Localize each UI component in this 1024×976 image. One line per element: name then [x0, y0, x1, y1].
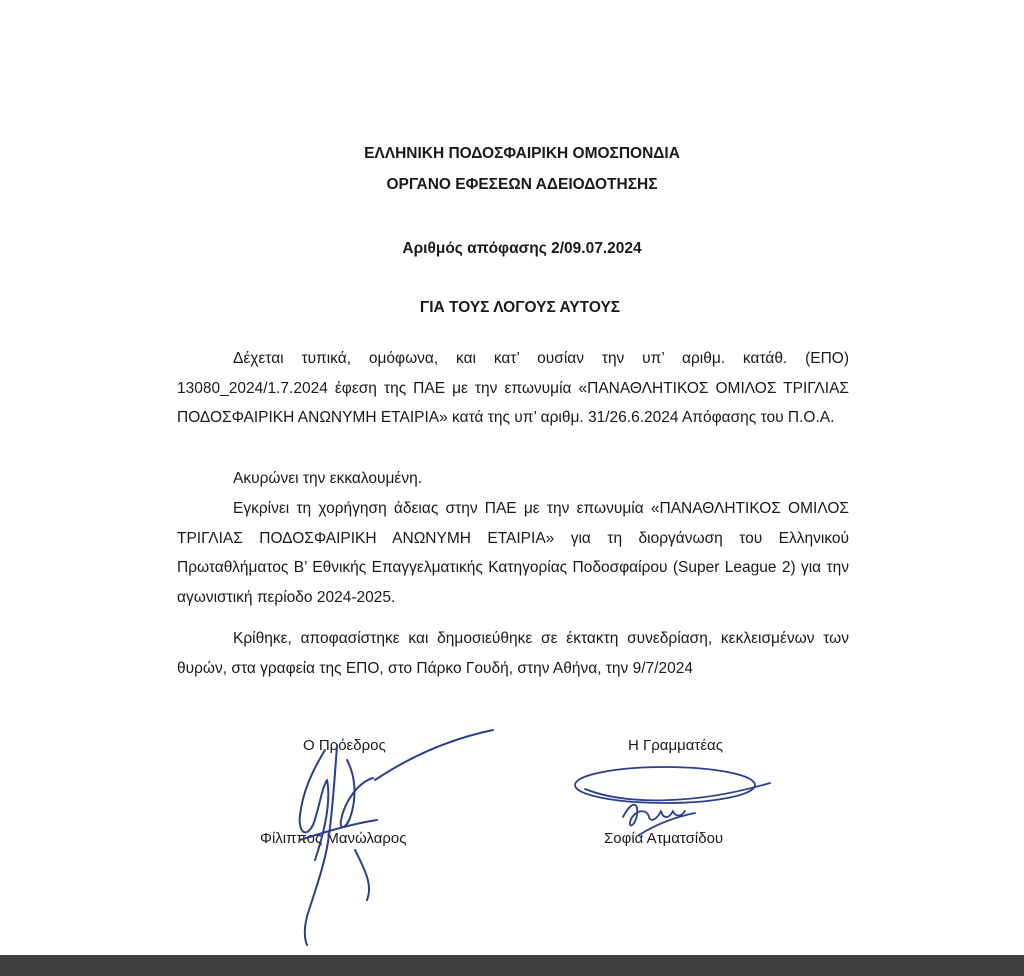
decision-number: Αριθμός απόφασης 2/09.07.2024 — [402, 240, 642, 257]
chair-name: Φίλιππος Μανώλαρος — [260, 830, 407, 847]
secretary-name: Σοφία Ατματσίδου — [604, 830, 724, 847]
screen-bottom-bar — [0, 955, 1024, 976]
organization-name: ΕΛΛΗΝΙΚΗ ΠΟΔΟΣΦΑΙΡΙΚΗ ΟΜΟΣΠΟΝΔΙΑ — [364, 145, 680, 162]
paragraph-appeal-accepted: Δέχεται τυπικά, ομόφωνα, και κατ’ ουσίαν την υπ’ αριθμ. κατάθ. (ΕΠΟ) 13080_2024/1.7.2024 έφεση της ΠΑΕ με την επωνυμία «ΠΑΝΑΘΛΗΤΙΚΟΣ ΟΜΙΛΟΣ ΤΡΙΓΛΙΑΣ ΠΟΔΟΣΦΑΙΡΙΚΗ ΑΝΩΝΥΜΗ ΕΤΑΙΡΙΑ» κατά της υπ’ αριθμ. 31/26.6.2024 Απόφασης του Π.Ο.Α. — [177, 350, 849, 426]
paragraph-license-granted: Εγκρίνει τη χορήγηση άδειας στην ΠΑΕ με την επωνυμία «ΠΑΝΑΘΛΗΤΙΚΟΣ ΟΜΙΛΟΣ ΤΡΙΓΛΙΑΣ ΠΟΔΟΣΦΑΙΡΙΚΗ ΑΝΩΝΥΜΗ ΕΤΑΙΡΙΑ» για τη διοργάνωση του Ελληνικού Πρωταθλήματος Β’ Εθνικής Επαγγελματικής Κατηγορίας Ποδοσφαίρου (Super League 2) για την αγωνιστική περίοδο 2024-2025. — [177, 500, 849, 606]
section-heading: ΓΙΑ ΤΟΥΣ ΛΟΓΟΥΣ ΑΥΤΟΥΣ — [419, 299, 621, 316]
organization-body: ΟΡΓΑΝΟ ΕΦΕΣΕΩΝ ΑΔΕΙΟΔΟΤΗΣΗΣ — [386, 176, 658, 193]
paragraph-annulment: Ακυρώνει την εκκαλουμένη. — [233, 470, 423, 487]
chair-title: Ο Πρόεδρος — [303, 737, 386, 754]
secretary-title: Η Γραμματέας — [628, 737, 723, 754]
paragraph-decision-date: Κρίθηκε, αποφασίστηκε και δημοσιεύθηκε σε έκτακτη συνεδρίαση, κεκλεισμένων των θυρών, στα γραφεία της ΕΠΟ, στο Πάρκο Γουδή, στην Αθήνα, την 9/7/2024 — [177, 630, 849, 677]
